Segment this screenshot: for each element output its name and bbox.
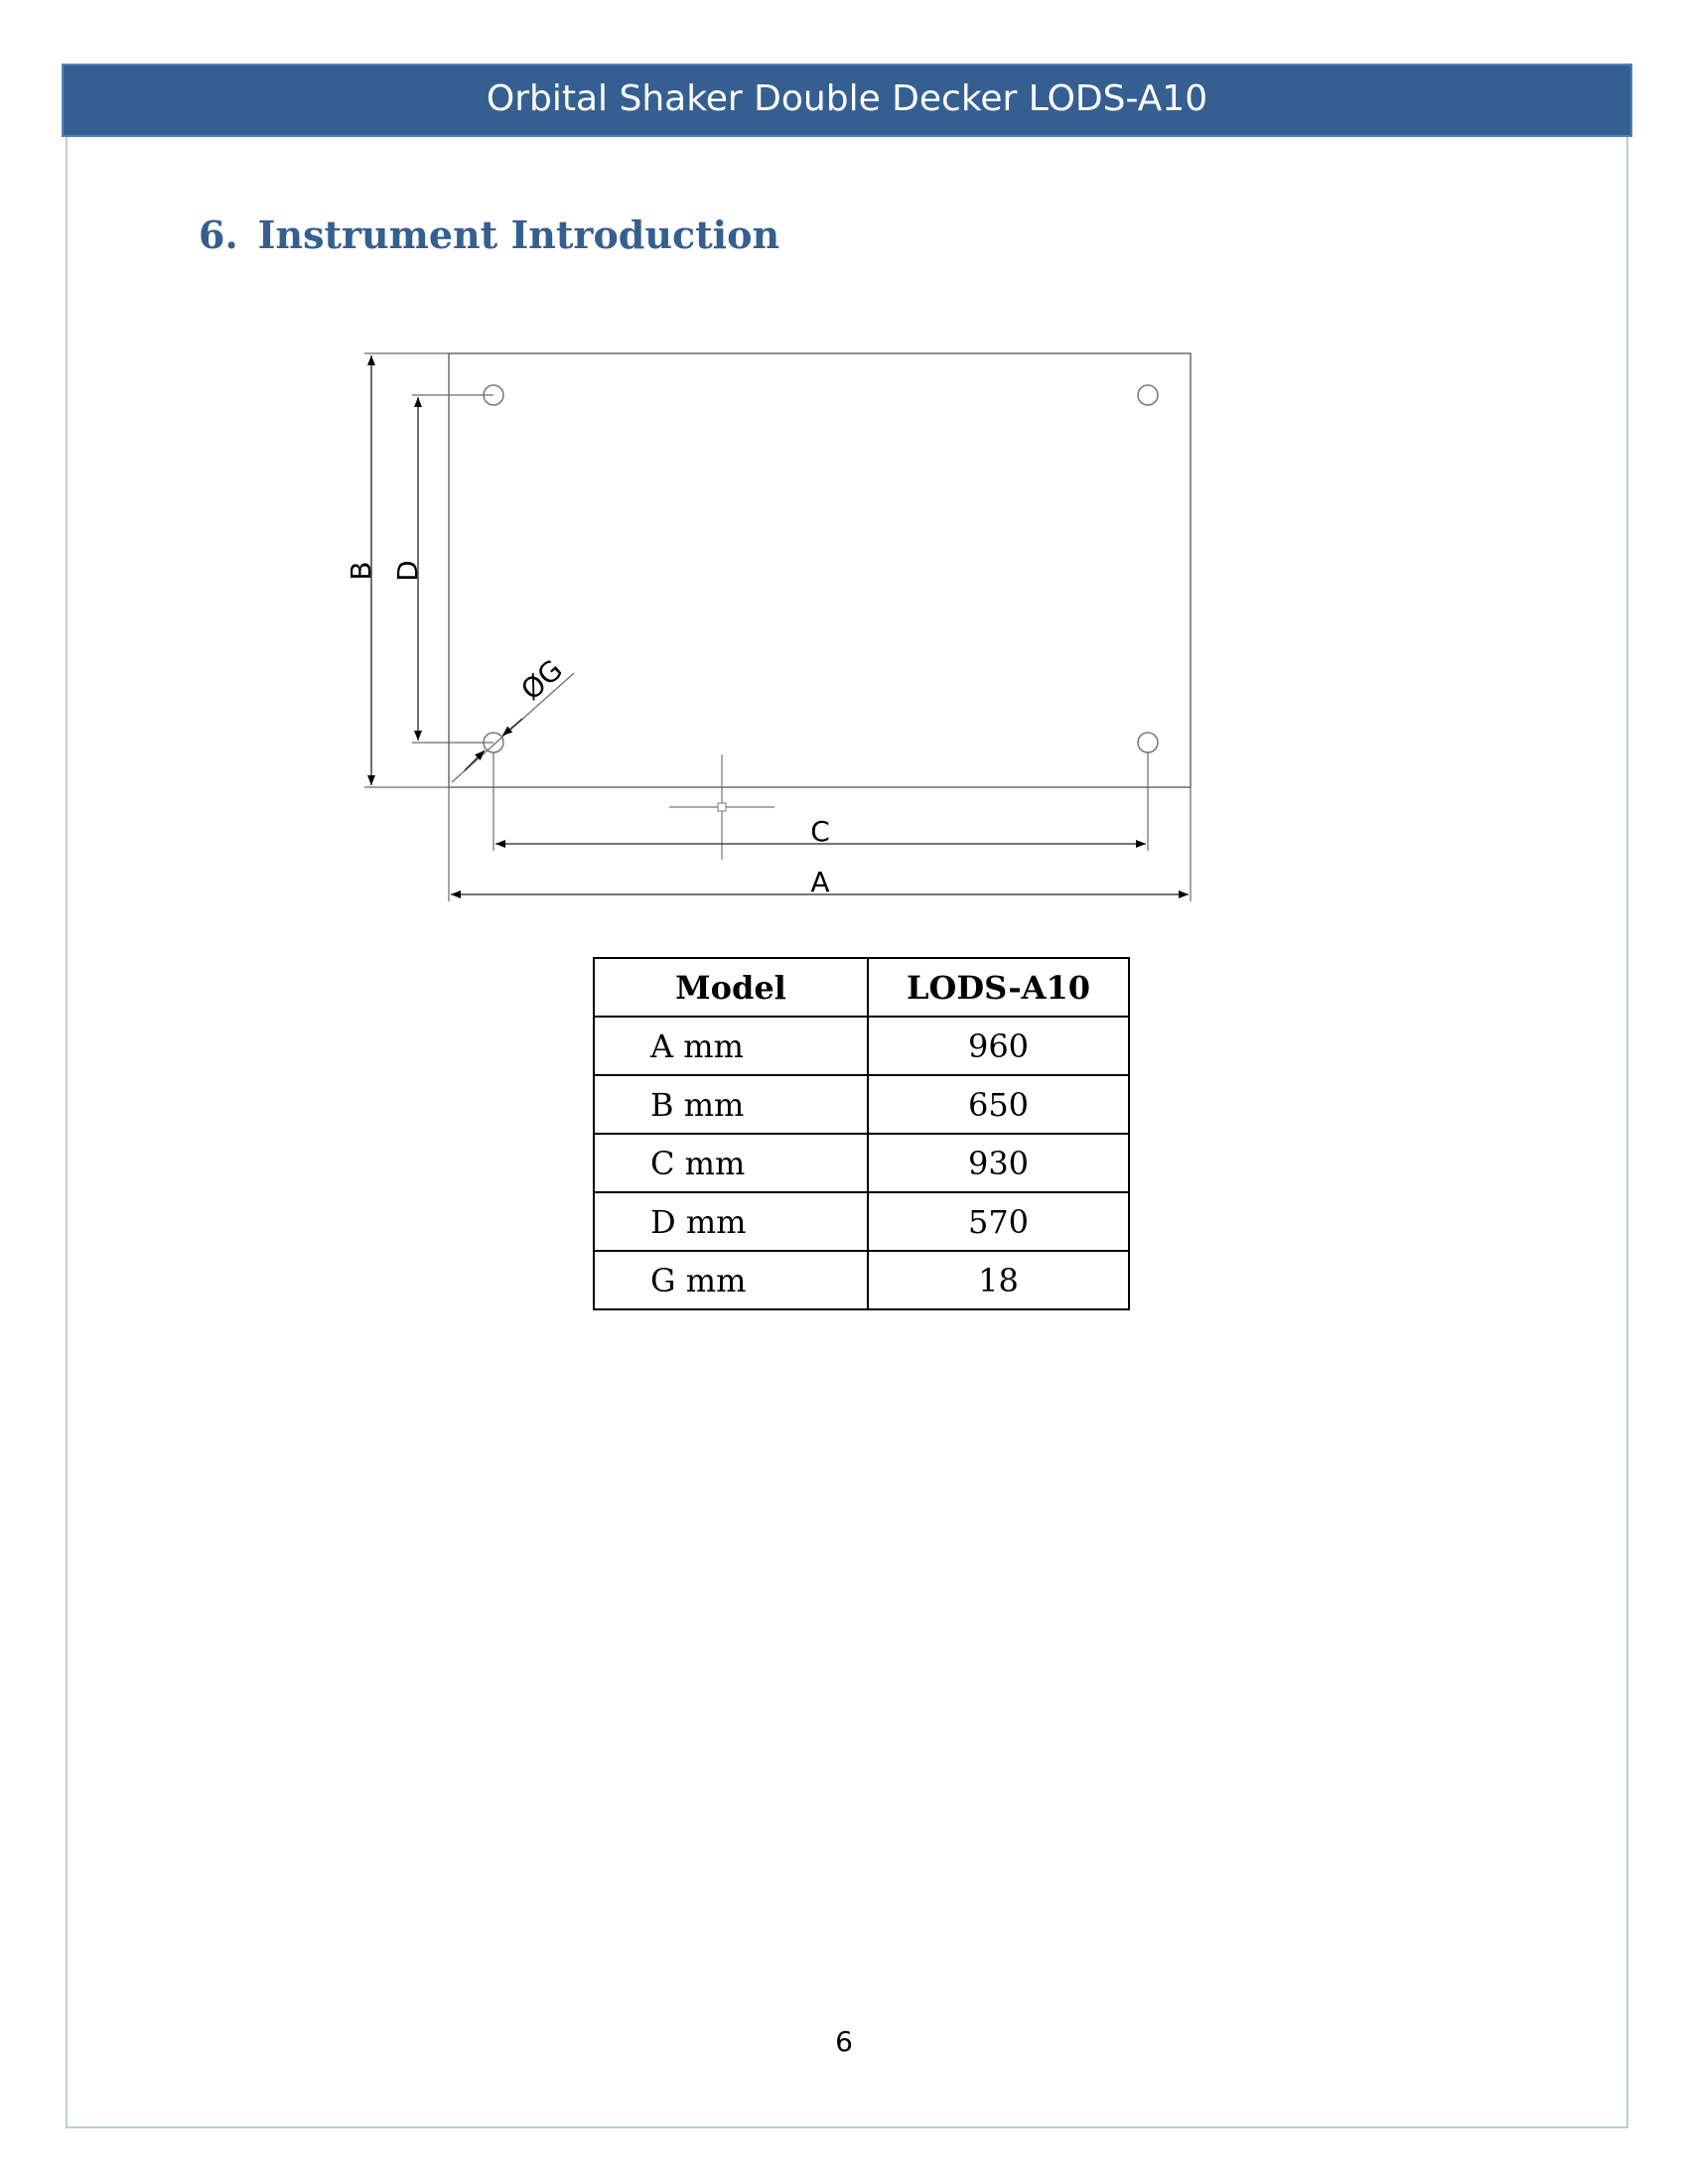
table-cell-param: B mm [594, 1075, 868, 1134]
label-c: C [810, 815, 830, 848]
dimension-d [391, 395, 493, 743]
table-cell-value: 570 [868, 1192, 1129, 1251]
table-cell-value: 960 [868, 1017, 1129, 1075]
label-a: A [810, 866, 830, 898]
dimensions-table [593, 957, 1130, 1310]
table-row [594, 1134, 1129, 1192]
dimension-g [452, 653, 574, 782]
table-header-lods-a10: LODS-A10 [868, 958, 1129, 1017]
table-header-row [594, 958, 1129, 1017]
table-row [594, 1192, 1129, 1251]
page-number: 6 [835, 2025, 853, 2058]
dimension-c [493, 752, 1148, 851]
label-g: ØG [514, 653, 569, 707]
plate-outline [449, 353, 1191, 787]
mount-hole-bottom-right [1138, 733, 1158, 752]
label-d: D [391, 560, 424, 582]
table-cell-param: A mm [594, 1017, 868, 1075]
label-b: B [345, 561, 377, 581]
table-row [594, 1251, 1129, 1309]
table-row [594, 1075, 1129, 1134]
table-cell-param: D mm [594, 1192, 868, 1251]
table-header-model: Model [594, 958, 868, 1017]
table-cell-param: G mm [594, 1251, 868, 1309]
table-cell-value: 18 [868, 1251, 1129, 1309]
table-cell-value: 930 [868, 1134, 1129, 1192]
table-cell-value: 650 [868, 1075, 1129, 1134]
section-number: 6. [199, 212, 238, 257]
table-row [594, 1017, 1129, 1075]
section-title: Instrument Introduction [257, 212, 780, 257]
header-title: Orbital Shaker Double Decker LODS-A10 [486, 78, 1208, 119]
mount-hole-top-right [1138, 385, 1158, 405]
table-cell-param: C mm [594, 1134, 868, 1192]
